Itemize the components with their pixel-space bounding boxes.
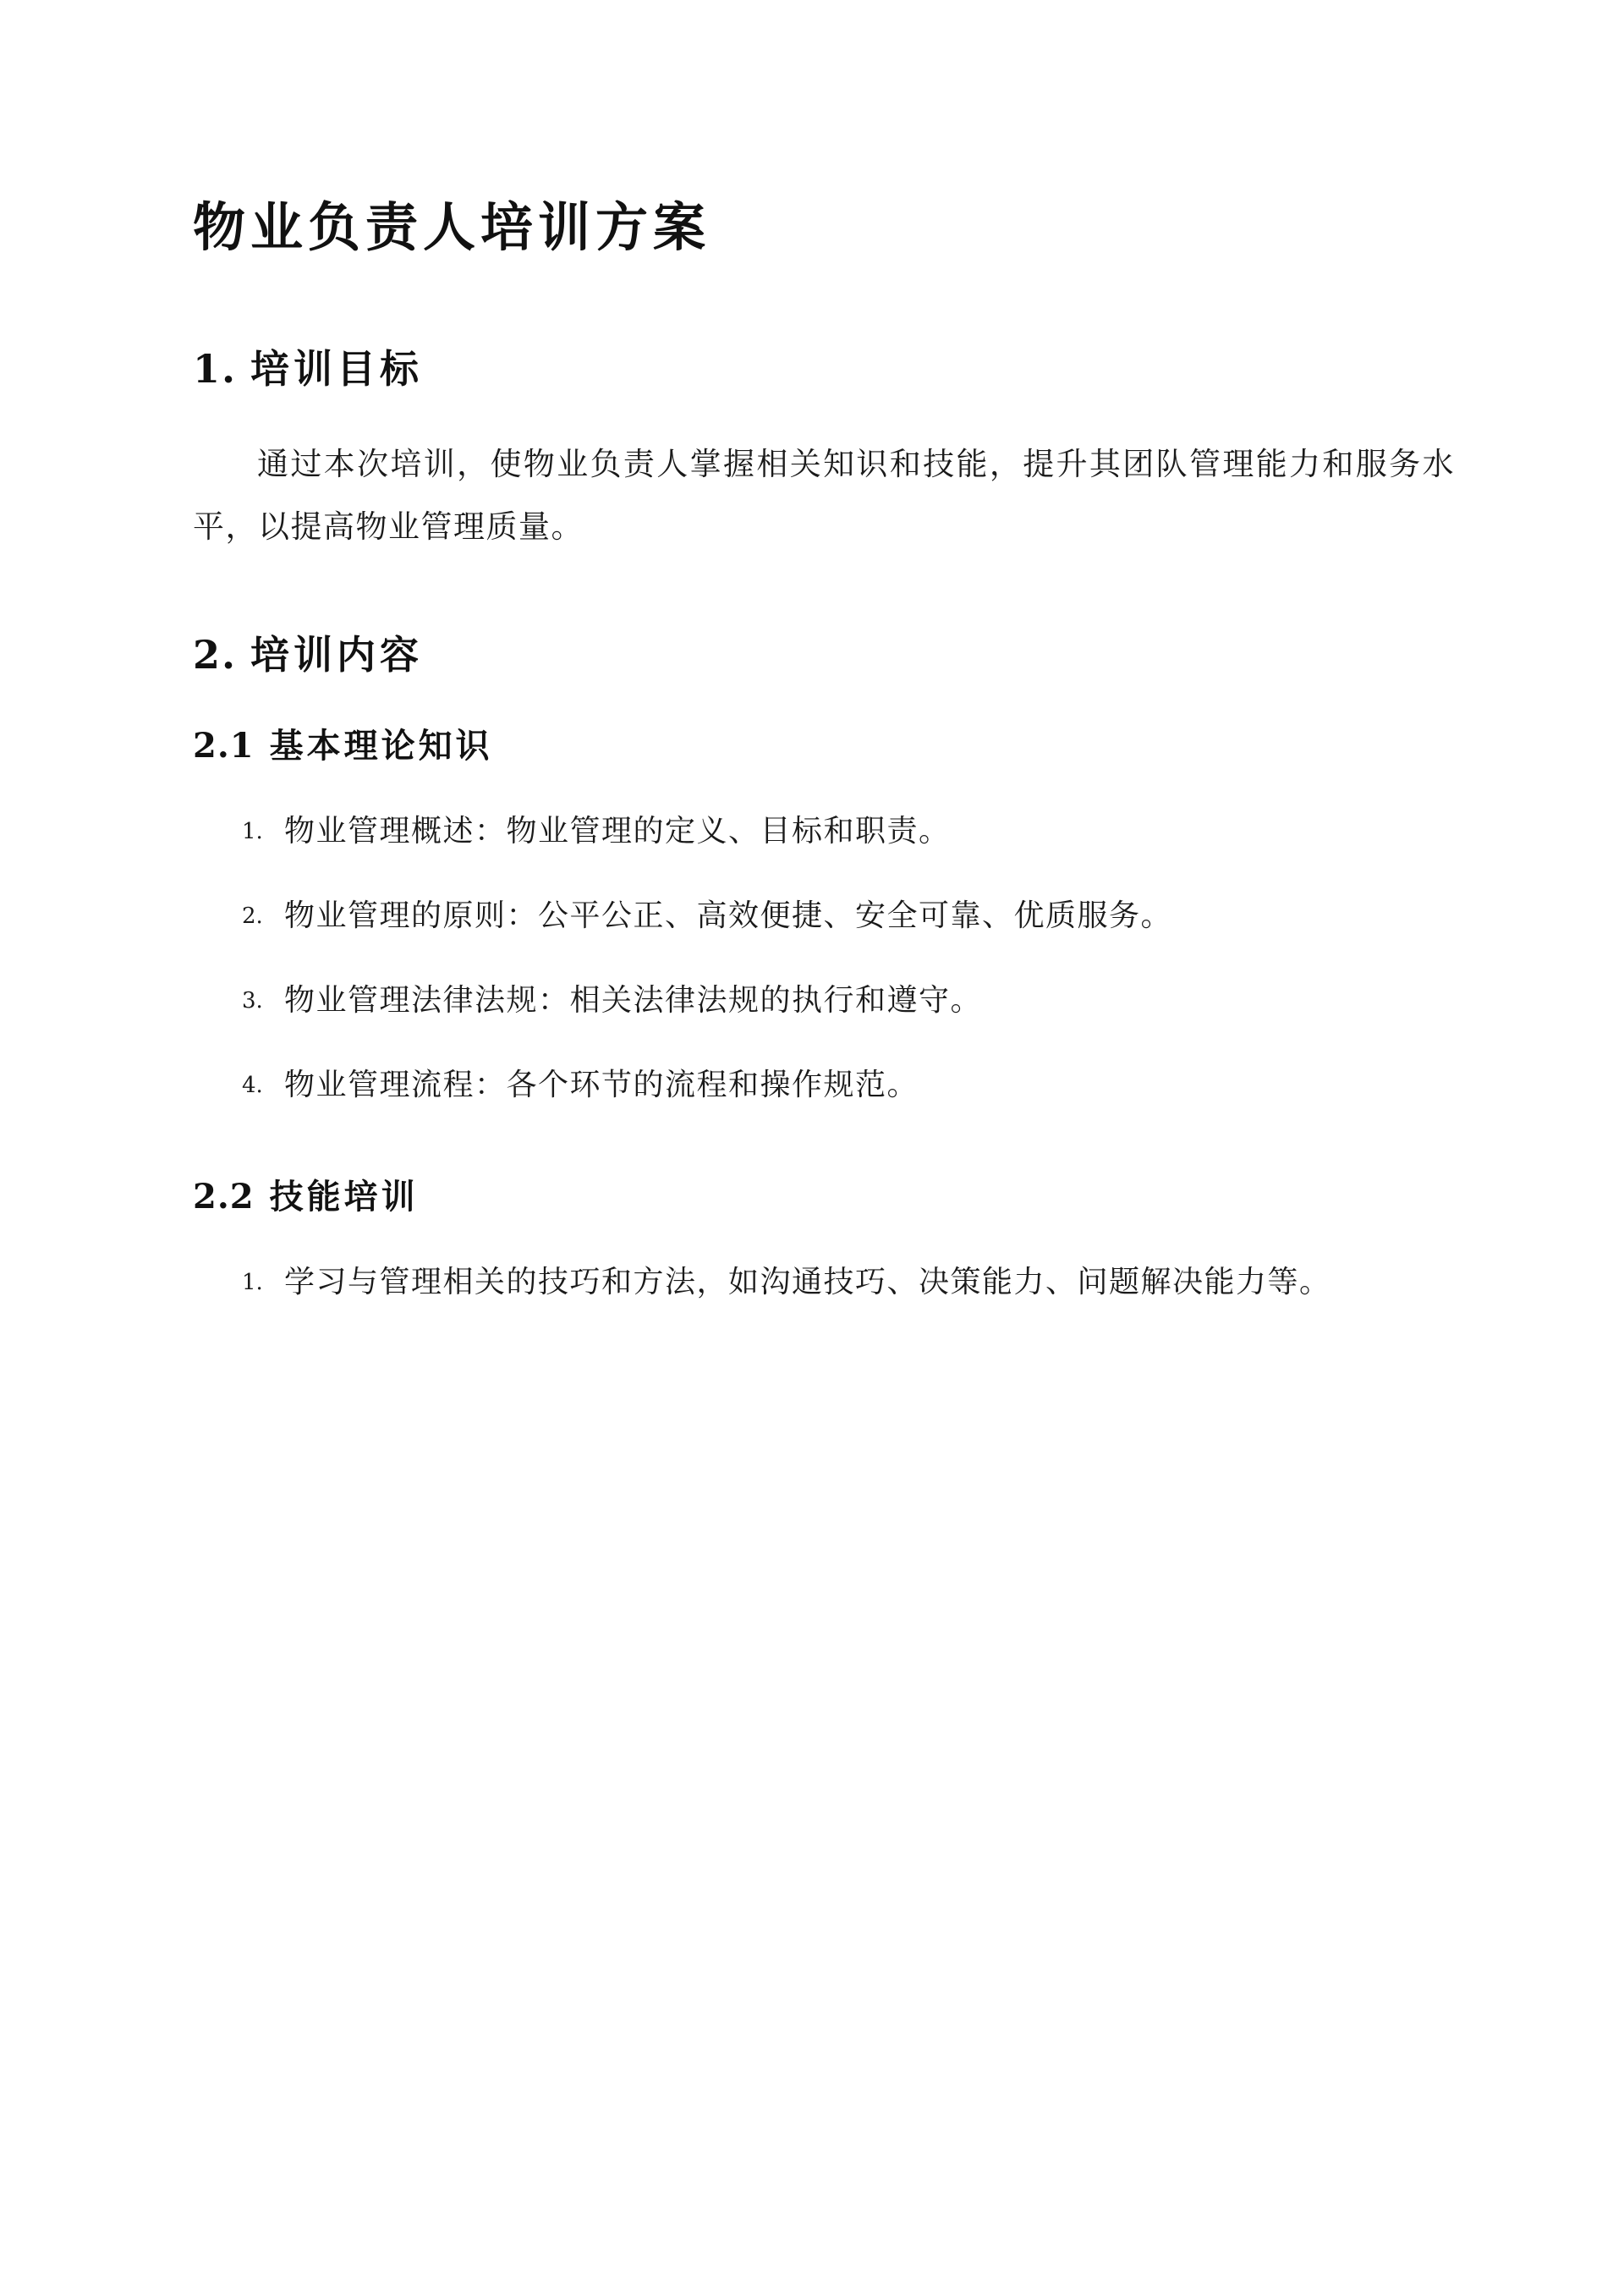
section-number-2: 2. bbox=[193, 631, 238, 678]
list-marker: 1. bbox=[242, 818, 263, 844]
list-2-1 bbox=[193, 801, 1455, 1116]
list-item bbox=[193, 970, 1455, 1031]
subsection-heading-2-1 bbox=[193, 719, 1455, 767]
subsection-heading-2-2 bbox=[193, 1170, 1455, 1218]
list-item-text: 物业管理流程：各个环节的流程和操作规范。 bbox=[284, 1067, 919, 1102]
list-item-text: 学习与管理相关的技巧和方法，如沟通技巧、决策能力、问题解决能力等。 bbox=[284, 1264, 1331, 1299]
subsection-title-2-2: 技能培训 bbox=[269, 1176, 419, 1217]
list-item-text: 物业管理概述：物业管理的定义、目标和职责。 bbox=[284, 813, 951, 849]
list-marker: 2. bbox=[242, 903, 263, 929]
list-item-text: 物业管理的原则：公平公正、高效便捷、安全可靠、优质服务。 bbox=[284, 898, 1173, 933]
list-marker: 3. bbox=[242, 987, 263, 1013]
list-item bbox=[193, 1055, 1455, 1116]
spacer bbox=[193, 602, 1455, 624]
section-title-2: 培训内容 bbox=[250, 631, 424, 678]
list-2-2 bbox=[193, 1252, 1455, 1313]
list-item bbox=[193, 801, 1455, 862]
section-number-1: 1. bbox=[193, 345, 238, 392]
section-paragraph-1: 通过本次培训，使物业负责人掌握相关知识和技能，提升其团队管理能力和服务水平，以提高物业管理质量。 bbox=[193, 445, 1455, 545]
list-item-text: 物业管理法律法规：相关法律法规的执行和遵守。 bbox=[284, 982, 983, 1018]
list-marker: 4. bbox=[242, 1072, 263, 1098]
section-title-1: 培训目标 bbox=[250, 345, 424, 392]
section-heading-2 bbox=[193, 624, 1455, 680]
subsection-number-2-1: 2.1 bbox=[193, 725, 255, 766]
spacer bbox=[193, 1155, 1455, 1170]
subsection-title-2-1: 基本理论知识 bbox=[269, 725, 493, 766]
list-marker: 1. bbox=[242, 1269, 263, 1295]
page-title: 物业负责人培训方案 bbox=[193, 196, 711, 258]
list-item bbox=[193, 886, 1455, 947]
list-item bbox=[193, 1252, 1455, 1313]
section-heading-1 bbox=[193, 338, 1455, 394]
subsection-number-2-2: 2.2 bbox=[193, 1176, 255, 1217]
